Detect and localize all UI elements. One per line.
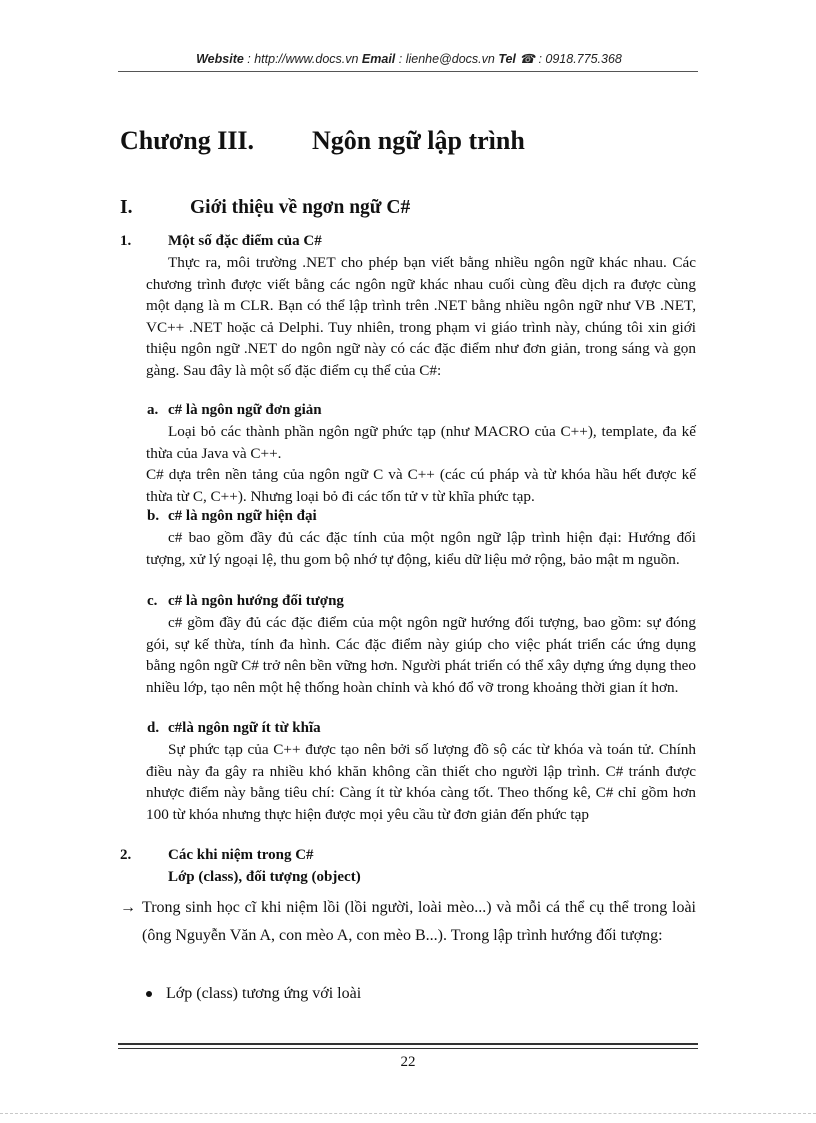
- bullet-text: Lớp (class) tương ứng với loài: [166, 985, 362, 1002]
- item-d-heading: [147, 720, 321, 737]
- section-heading: [120, 197, 411, 219]
- class-object-paragraph: [120, 894, 696, 950]
- chapter-heading: [120, 126, 525, 156]
- phone-icon: ☎: [519, 52, 535, 66]
- subsection-2-title: Các khi niệm trong C#: [168, 847, 314, 863]
- subsection-1-title: Một số đặc điểm của C#: [168, 233, 322, 249]
- item-b-text: c# bao gồm đầy đủ các đặc tính của một ngôn ngữ lập trình hiện đại: Hướng đối tượng, xử lý ngoại lệ, thu gom bộ nhớ tự động, kiểu dữ liệu mở rộng, bảo mật m nguồn.: [146, 529, 696, 568]
- item-d-title: c#là ngôn ngữ ít từ khĩa: [168, 720, 321, 736]
- subsection-1-text: Thực ra, môi trường .NET cho phép bạn viết bằng nhiều ngôn ngữ khác nhau. Các chương trình được viết bằng các ngôn ngữ khác nhau cuối cùng đều dịch ra được cùng một dạng là m CLR. Bạn có thể lập trình trên .NET bằng nhiều ngôn ngữ như VB .NET, VC++ .NET hoặc cả Delphi. Tuy nhiên, trong phạm vi giáo trình này, chúng tôi xin giới thiệu ngôn ngữ .NET do ngôn ngữ này có các đặc điểm như đơn giản, trong sáng và gọn gàng. Sau đây là một số đặc điểm cụ thể của C#:: [146, 254, 696, 379]
- item-c-heading: [147, 593, 344, 610]
- subsection-1-heading: [120, 233, 322, 250]
- subsection-2-subtitle: Lớp (class), đối tượng (object): [168, 869, 361, 885]
- tel-label: Tel: [498, 52, 516, 66]
- page-header: [120, 51, 698, 66]
- footer-divider-thick: [118, 1043, 698, 1045]
- item-a-heading: [147, 402, 322, 419]
- bullet-item: [146, 985, 361, 1003]
- email-label: Email: [361, 52, 396, 66]
- page-break-line: [0, 1113, 816, 1114]
- bullet-icon: [146, 991, 152, 997]
- header-divider: [118, 71, 698, 72]
- tel-value: : 0918.775.368: [534, 52, 622, 66]
- page-number: 22: [400, 1054, 416, 1070]
- item-a-number: a.: [147, 402, 159, 418]
- item-c-title: c# là ngôn hướng đối tượng: [168, 593, 344, 609]
- item-a-title: c# là ngôn ngữ đơn giản: [168, 402, 322, 418]
- item-d-text: Sự phức tạp của C++ được tạo nên bởi số lượng đồ sộ các từ khóa và toán tử. Chính điều này đa gây ra nhiều khó khăn không cần thiết cho người lập trình. C# tránh được nhược điểm này bằng tiêu chí: Càng ít từ khóa càng tốt. Theo thống kê, C# chỉ gồm hơn 100 từ khóa nhưng thực hiện được mọi yêu cầu từ đơn giản đến phức tạp: [146, 741, 696, 823]
- website-label: Website: [196, 52, 244, 66]
- arrow-right-icon: →: [120, 899, 136, 916]
- item-c-text: c# gồm đầy đủ các đặc điểm của một ngôn ngữ hướng đối tượng, bao gồm: sự đóng gói, sự kế thừa, tính đa hình. Các đặc điểm này giúp cho việc phát triển các ứng dụng bằng ngôn ngữ C# trở nên bền vững hơn. Người phát triển có thể xây dựng ứng dụng theo nhiều lớp, tạo nên một hệ thống hoàn chỉnh và khó đổ vỡ trong khoảng thời gian ít hơn.: [146, 614, 696, 696]
- item-d-number: d.: [147, 720, 160, 736]
- subsection-2-number: 2.: [120, 847, 132, 863]
- section-number: I.: [120, 197, 133, 218]
- item-c-number: c.: [147, 593, 158, 609]
- email-value[interactable]: : lienhe@docs.vn: [395, 52, 499, 66]
- chapter-title: Ngôn ngữ lập trình: [312, 126, 525, 155]
- chapter-number: Chương III.: [120, 126, 255, 155]
- class-object-text: Trong sinh học cĩ khi niệm lồi (lồi người, loài mèo...) và mỗi cá thể cụ thể trong loài (ông Nguyễn Văn A, con mèo A, con mèo B...). Trong lập trình hướng đối tượng:: [142, 899, 696, 944]
- item-a-text-1: Loại bỏ các thành phần ngôn ngữ phức tạp (như MACRO của C++), template, đa kế thừa của Java và C++.: [146, 423, 696, 462]
- subsection-1-number: 1.: [120, 233, 132, 249]
- website-value[interactable]: : http://www.docs.vn: [243, 52, 362, 66]
- subsection-2-heading: [120, 847, 314, 864]
- item-b-title: c# là ngôn ngữ hiện đại: [168, 508, 317, 524]
- item-a-text-2: C# dựa trên nền tảng của ngôn ngữ C và C++ (các cú pháp và từ khóa hầu hết được kế thừa từ C, C++). Nhưng loại bỏ đi các tốn tử v từ khĩa phức tạp.: [146, 466, 696, 505]
- section-title: Giới thiệu về ngơn ngữ C#: [190, 197, 411, 218]
- item-b-heading: [147, 508, 317, 525]
- footer-divider-thin: [118, 1048, 698, 1049]
- item-b-number: b.: [147, 508, 160, 524]
